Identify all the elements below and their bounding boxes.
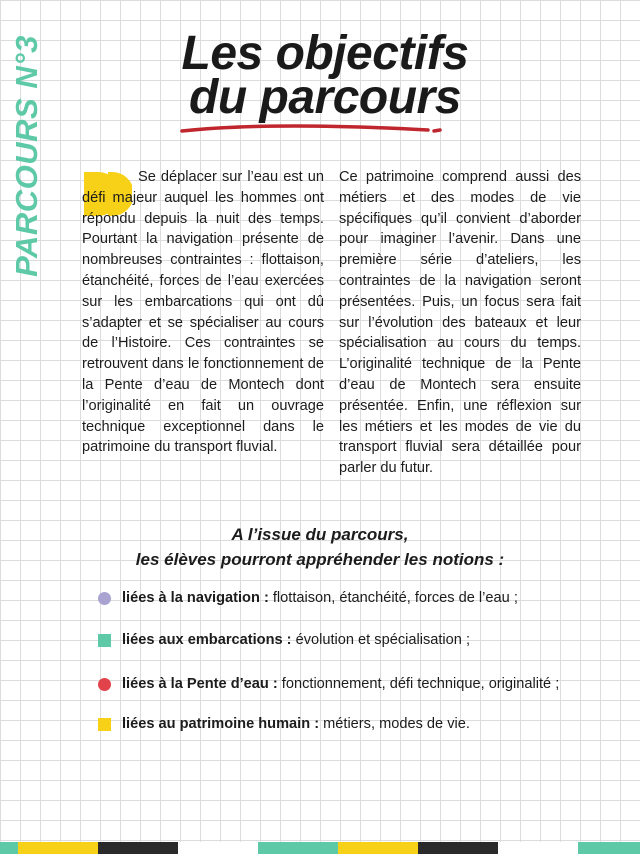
embarcations-bullet-icon	[98, 634, 111, 647]
notion-label: liées à la Pente d’eau :	[122, 676, 278, 692]
title-line-2: du parcours	[189, 71, 461, 124]
bar-segment	[18, 842, 98, 854]
bar-segment	[418, 842, 498, 854]
bar-segment	[578, 842, 640, 854]
notion-text: évolution et spécialisation ;	[291, 632, 471, 648]
intro-left-column: Se déplacer sur l’eau est un défi majeur auquel les hommes ont répondu depuis la nuit des temps. Pourtant la navigation présente de nombreuses contraintes : flottaison, étanchéité, forces de l’eau exercées sur les embarcations qui ont dû s’adapter et se spécialiser au cours de l’Histoire. Ces contraintes se retrouvent dans le fonctionnement de la Pente d’eau de Montech dont l’originalité en fait un ouvrage technique exceptionnel dans le patrimoine du transport fluvial.	[82, 169, 324, 456]
notion-label: liées à la navigation :	[122, 590, 269, 606]
notion-pente-d-eau	[98, 674, 568, 694]
bar-segment	[178, 842, 258, 854]
navigation-bullet-icon	[98, 592, 111, 605]
patrimoine-bullet-icon	[98, 718, 111, 731]
notion-label: liées au patrimoine humain :	[122, 716, 320, 732]
notions-list	[98, 588, 568, 734]
bar-segment	[0, 842, 18, 854]
title-underline	[178, 122, 448, 136]
notion-text: flottaison, étanchéité, forces de l’eau ;	[268, 590, 518, 606]
bar-segment	[338, 842, 418, 854]
notions-heading-line-1: A l’issue du parcours,	[231, 525, 409, 544]
notion-label: liées aux embarcations :	[122, 632, 292, 648]
notion-embarcations	[98, 630, 568, 650]
notion-text: fonctionnement, défi technique, originalité ;	[277, 676, 560, 692]
bar-segment	[258, 842, 338, 854]
decorative-bottom-bar	[0, 842, 640, 854]
bar-segment	[498, 842, 578, 854]
pente-bullet-icon	[98, 678, 111, 691]
notion-patrimoine	[98, 714, 568, 734]
notions-heading-line-2: les élèves pourront appréhender les notions :	[135, 550, 505, 569]
page-title	[150, 27, 500, 124]
notion-navigation	[98, 588, 568, 608]
side-label-text: PARCOURS N°3	[9, 35, 44, 277]
bar-segment	[98, 842, 178, 854]
notions-heading	[80, 522, 560, 572]
intro-right-column: Ce patrimoine comprend aussi des métiers et des modes de vie spécifiques qu’il convient d’aborder pour imaginer l’avenir. Dans une première série d’ateliers, les contraintes de la navigation seront présentées. Puis, un focus sera fait sur l’évolution des bateaux et leur spécialisation au cours du temps. L’originalité technique de la Pente d’eau de Montech sera ensuite présentée. Enfin, une réflexion sur les métiers et les modes de vie du transport fluvial sera détaillée pour parler du futur.	[339, 169, 581, 477]
title-line-1: Les objectifs	[181, 27, 469, 80]
notion-text: métiers, modes de vie.	[319, 716, 470, 732]
side-label	[9, 16, 44, 296]
